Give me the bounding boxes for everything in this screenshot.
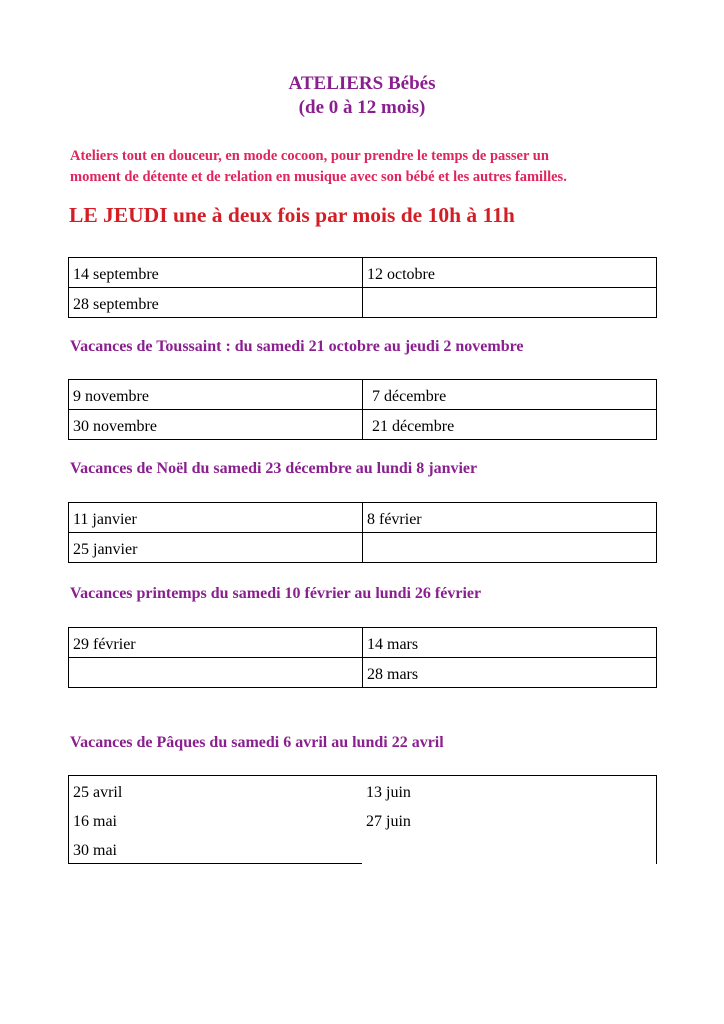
dates-table-5 <box>68 775 657 864</box>
date-cell: 12 octobre <box>363 258 657 288</box>
date-cell: 30 novembre <box>69 410 363 440</box>
date-cell: 25 janvier <box>69 533 363 563</box>
date-cell: 11 janvier <box>69 503 363 533</box>
dates-table-4 <box>68 627 657 688</box>
date-cell <box>69 658 363 688</box>
date-cell: 21 décembre <box>363 410 657 440</box>
table-row <box>69 658 657 688</box>
date-cell <box>363 533 657 563</box>
page-title: ATELIERS Bébés <box>288 73 436 94</box>
dates-table-1 <box>68 257 657 318</box>
date-cell: 7 décembre <box>363 380 657 410</box>
table-row <box>69 503 657 533</box>
date-cell: 14 mars <box>363 628 657 658</box>
table-row <box>69 410 657 440</box>
date-cell: 14 septembre <box>69 258 363 288</box>
vacation-paques: Vacances de Pâques du samedi 6 avril au lundi 22 avril <box>70 734 444 751</box>
table-row <box>69 288 657 318</box>
date-cell: 25 avril <box>69 776 363 806</box>
date-cell: 8 février <box>363 503 657 533</box>
table-row <box>69 380 657 410</box>
schedule-heading: LE JEUDI une à deux fois par mois de 10h à 11h <box>69 203 515 227</box>
page-subtitle: (de 0 à 12 mois) <box>298 97 426 118</box>
intro-line-2: moment de détente et de relation en musique avec son bébé et les autres familles. <box>70 169 567 185</box>
table-row <box>69 533 657 563</box>
table-row <box>69 258 657 288</box>
vacation-toussaint: Vacances de Toussaint : du samedi 21 octobre au jeudi 2 novembre <box>70 338 524 355</box>
date-cell: 27 juin <box>362 805 657 834</box>
date-cell: 30 mai <box>69 834 363 864</box>
vacation-printemps: Vacances printemps du samedi 10 février au lundi 26 février <box>70 585 482 602</box>
date-cell: 28 septembre <box>69 288 363 318</box>
date-cell: 9 novembre <box>69 380 363 410</box>
date-cell: 28 mars <box>363 658 657 688</box>
date-cell <box>363 288 657 318</box>
date-cell <box>362 834 657 864</box>
date-cell: 13 juin <box>362 776 657 806</box>
intro-line-1: Ateliers tout en douceur, en mode cocoon, pour prendre le temps de passer un <box>70 148 549 164</box>
table-row <box>69 805 657 834</box>
table-row <box>69 628 657 658</box>
date-cell: 16 mai <box>69 805 363 834</box>
dates-table-2 <box>68 379 657 440</box>
vacation-noel: Vacances de Noël du samedi 23 décembre au lundi 8 janvier <box>70 460 478 477</box>
date-cell: 29 février <box>69 628 363 658</box>
table-row <box>69 776 657 806</box>
table-row <box>69 834 657 864</box>
dates-table-3 <box>68 502 657 563</box>
